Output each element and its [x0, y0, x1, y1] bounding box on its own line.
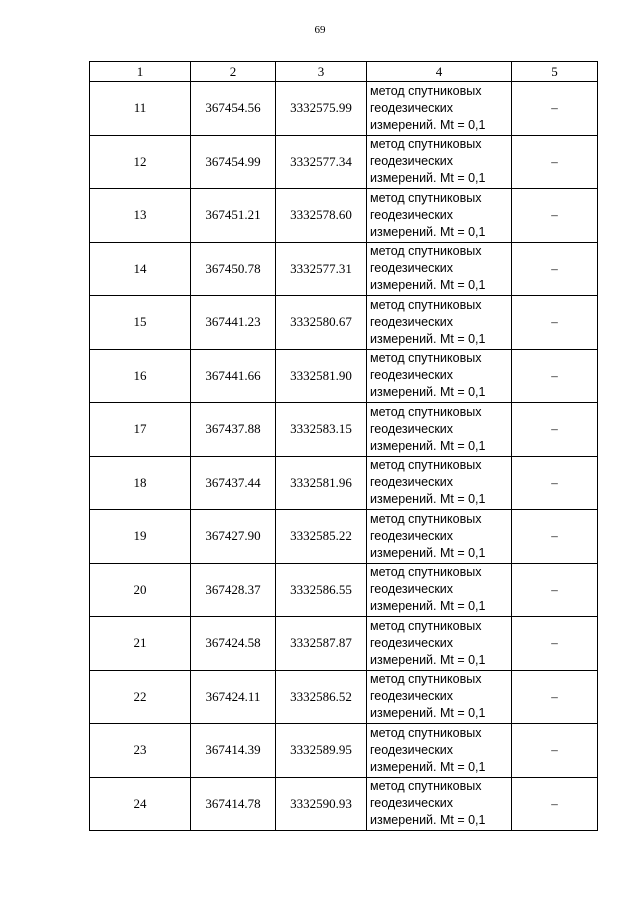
- point-number-cell: 16: [90, 349, 191, 403]
- table-row: [90, 617, 598, 671]
- column-header-2: 2: [191, 62, 276, 82]
- method-cell: [367, 189, 512, 243]
- method-line: метод спутниковых: [370, 725, 482, 740]
- method-line: геодезических: [370, 528, 454, 543]
- method-line: измерений. Mt = 0,1: [370, 545, 486, 560]
- note-cell: –: [512, 296, 598, 350]
- table-row: [90, 670, 598, 724]
- method-line: измерений. Mt = 0,1: [370, 492, 486, 507]
- method-line: метод спутниковых: [370, 618, 482, 633]
- x-coordinate-cell: 367451.21: [191, 189, 276, 243]
- method-line: метод спутниковых: [370, 672, 482, 687]
- method-line: геодезических: [370, 689, 454, 704]
- method-line: геодезических: [370, 475, 454, 490]
- point-number-cell: 13: [90, 189, 191, 243]
- method-cell: [367, 563, 512, 617]
- x-coordinate-cell: 367414.39: [191, 724, 276, 778]
- table-row: [90, 456, 598, 510]
- table-row: [90, 403, 598, 457]
- point-number-cell: 14: [90, 242, 191, 296]
- point-number-cell: 20: [90, 563, 191, 617]
- point-number-cell: 21: [90, 617, 191, 671]
- method-line: метод спутниковых: [370, 137, 482, 152]
- y-coordinate-cell: 3332589.95: [276, 724, 367, 778]
- x-coordinate-cell: 367414.78: [191, 777, 276, 831]
- y-coordinate-cell: 3332581.90: [276, 349, 367, 403]
- method-line: измерений. Mt = 0,1: [370, 706, 486, 721]
- point-number-cell: 24: [90, 777, 191, 831]
- note-cell: –: [512, 510, 598, 564]
- note-cell: –: [512, 456, 598, 510]
- method-line: метод спутниковых: [370, 565, 482, 580]
- note-cell: –: [512, 189, 598, 243]
- method-line: геодезических: [370, 742, 454, 757]
- table-row: [90, 724, 598, 778]
- x-coordinate-cell: 367427.90: [191, 510, 276, 564]
- x-coordinate-cell: 367454.99: [191, 135, 276, 189]
- method-line: измерений. Mt = 0,1: [370, 599, 486, 614]
- method-line: геодезических: [370, 154, 454, 169]
- method-line: измерений. Mt = 0,1: [370, 224, 486, 239]
- column-header-5: 5: [512, 62, 598, 82]
- y-coordinate-cell: 3332587.87: [276, 617, 367, 671]
- point-number-cell: 18: [90, 456, 191, 510]
- method-line: метод спутниковых: [370, 297, 482, 312]
- table-body: [90, 82, 598, 831]
- x-coordinate-cell: 367437.88: [191, 403, 276, 457]
- method-line: геодезических: [370, 796, 454, 811]
- point-number-cell: 15: [90, 296, 191, 350]
- method-line: измерений. Mt = 0,1: [370, 385, 486, 400]
- method-line: геодезических: [370, 261, 454, 276]
- method-line: геодезических: [370, 635, 454, 650]
- method-line: метод спутниковых: [370, 83, 482, 98]
- method-line: метод спутниковых: [370, 351, 482, 366]
- method-line: геодезических: [370, 100, 454, 115]
- method-line: измерений. Mt = 0,1: [370, 759, 486, 774]
- coordinates-table: [89, 61, 598, 831]
- table-row: [90, 242, 598, 296]
- method-line: метод спутниковых: [370, 190, 482, 205]
- y-coordinate-cell: 3332583.15: [276, 403, 367, 457]
- note-cell: –: [512, 403, 598, 457]
- note-cell: –: [512, 777, 598, 831]
- method-cell: [367, 135, 512, 189]
- table-row: [90, 777, 598, 831]
- table-row: [90, 189, 598, 243]
- column-header-1: 1: [90, 62, 191, 82]
- method-cell: [367, 510, 512, 564]
- method-line: геодезических: [370, 421, 454, 436]
- note-cell: –: [512, 349, 598, 403]
- method-cell: [367, 403, 512, 457]
- method-cell: [367, 777, 512, 831]
- method-cell: [367, 617, 512, 671]
- note-cell: –: [512, 242, 598, 296]
- method-cell: [367, 349, 512, 403]
- column-header-3: 3: [276, 62, 367, 82]
- note-cell: –: [512, 82, 598, 136]
- method-line: измерений. Mt = 0,1: [370, 117, 486, 132]
- note-cell: –: [512, 563, 598, 617]
- x-coordinate-cell: 367441.66: [191, 349, 276, 403]
- point-number-cell: 11: [90, 82, 191, 136]
- page-number: 69: [314, 24, 326, 36]
- method-line: измерений. Mt = 0,1: [370, 813, 486, 828]
- note-cell: –: [512, 135, 598, 189]
- y-coordinate-cell: 3332577.34: [276, 135, 367, 189]
- method-line: метод спутниковых: [370, 511, 482, 526]
- method-cell: [367, 456, 512, 510]
- method-line: метод спутниковых: [370, 779, 482, 794]
- method-cell: [367, 242, 512, 296]
- x-coordinate-cell: 367424.58: [191, 617, 276, 671]
- x-coordinate-cell: 367437.44: [191, 456, 276, 510]
- method-line: измерений. Mt = 0,1: [370, 171, 486, 186]
- method-cell: [367, 82, 512, 136]
- table-row: [90, 296, 598, 350]
- y-coordinate-cell: 3332585.22: [276, 510, 367, 564]
- note-cell: –: [512, 670, 598, 724]
- y-coordinate-cell: 3332580.67: [276, 296, 367, 350]
- y-coordinate-cell: 3332581.96: [276, 456, 367, 510]
- y-coordinate-cell: 3332577.31: [276, 242, 367, 296]
- method-line: измерений. Mt = 0,1: [370, 331, 486, 346]
- table-header-row: [90, 62, 598, 82]
- y-coordinate-cell: 3332575.99: [276, 82, 367, 136]
- point-number-cell: 12: [90, 135, 191, 189]
- x-coordinate-cell: 367441.23: [191, 296, 276, 350]
- method-line: измерений. Mt = 0,1: [370, 438, 486, 453]
- method-line: измерений. Mt = 0,1: [370, 278, 486, 293]
- table-row: [90, 135, 598, 189]
- point-number-cell: 17: [90, 403, 191, 457]
- x-coordinate-cell: 367450.78: [191, 242, 276, 296]
- method-line: геодезических: [370, 368, 454, 383]
- y-coordinate-cell: 3332578.60: [276, 189, 367, 243]
- method-line: метод спутниковых: [370, 244, 482, 259]
- y-coordinate-cell: 3332586.55: [276, 563, 367, 617]
- method-cell: [367, 296, 512, 350]
- x-coordinate-cell: 367428.37: [191, 563, 276, 617]
- method-line: геодезических: [370, 314, 454, 329]
- x-coordinate-cell: 367424.11: [191, 670, 276, 724]
- method-line: метод спутниковых: [370, 458, 482, 473]
- y-coordinate-cell: 3332586.52: [276, 670, 367, 724]
- point-number-cell: 19: [90, 510, 191, 564]
- x-coordinate-cell: 367454.56: [191, 82, 276, 136]
- point-number-cell: 23: [90, 724, 191, 778]
- method-line: измерений. Mt = 0,1: [370, 652, 486, 667]
- y-coordinate-cell: 3332590.93: [276, 777, 367, 831]
- method-line: метод спутниковых: [370, 404, 482, 419]
- table-row: [90, 510, 598, 564]
- method-cell: [367, 724, 512, 778]
- note-cell: –: [512, 617, 598, 671]
- point-number-cell: 22: [90, 670, 191, 724]
- column-header-4: 4: [367, 62, 512, 82]
- table-row: [90, 82, 598, 136]
- note-cell: –: [512, 724, 598, 778]
- table-row: [90, 563, 598, 617]
- method-line: геодезических: [370, 207, 454, 222]
- table-row: [90, 349, 598, 403]
- method-cell: [367, 670, 512, 724]
- method-line: геодезических: [370, 582, 454, 597]
